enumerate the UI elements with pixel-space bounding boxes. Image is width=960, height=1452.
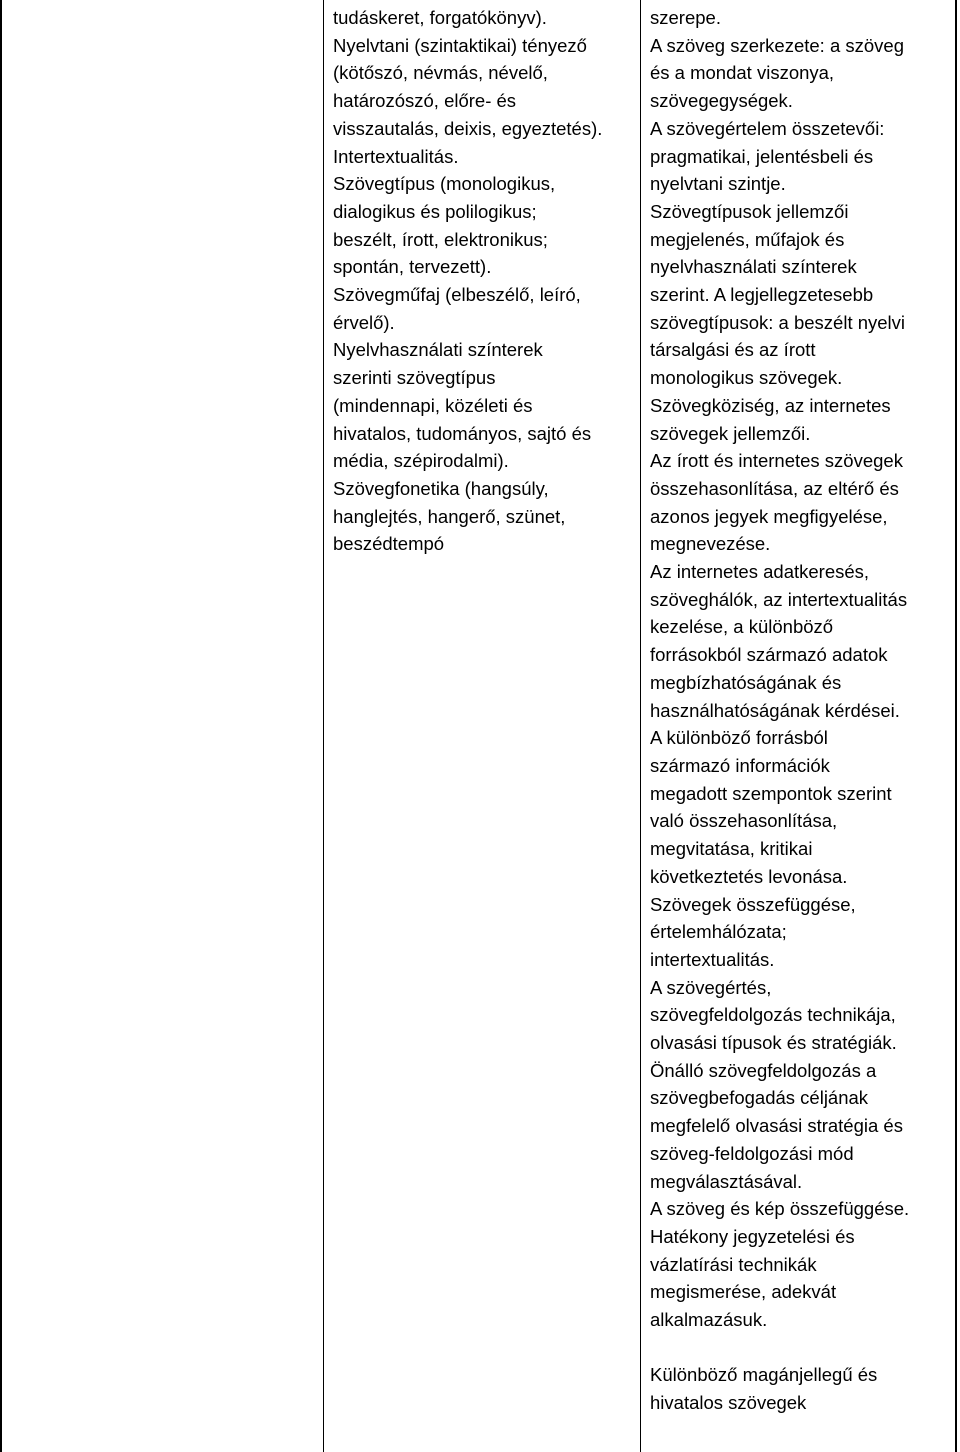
text-line: A szöveg és kép összefüggése. xyxy=(650,1198,910,1220)
text-line: szöveg-feldolgozási mód xyxy=(650,1142,854,1164)
text-line: Szövegtípusok jellemzői xyxy=(650,200,849,222)
middle-column-cell xyxy=(333,4,633,558)
text-line: megadott szempontok szerint xyxy=(650,782,892,804)
text-line: megnevezése. xyxy=(650,533,771,555)
text-line: beszélt, írott, elektronikus; xyxy=(333,228,548,250)
text-line: Szövegtípus (monologikus, xyxy=(333,173,556,195)
text-line: Nyelvhasználati színterek xyxy=(333,339,543,361)
text-line: érvelő). xyxy=(333,311,395,333)
text-line: társalgási és az írott xyxy=(650,339,816,361)
text-line: kezelése, a különböző xyxy=(650,616,834,638)
text-line: azonos jegyek megfigyelése, xyxy=(650,505,888,527)
text-line: Hatékony jegyzetelési és xyxy=(650,1225,855,1247)
text-line: pragmatikai, jelentésbeli és xyxy=(650,145,874,167)
text-line: olvasási típusok és stratégiák. xyxy=(650,1032,897,1054)
text-line: megfelelő olvasási stratégia és xyxy=(650,1115,903,1137)
text-line: tudáskeret, forgatókönyv). xyxy=(333,7,547,28)
text-line: A különböző forrásból xyxy=(650,727,828,749)
text-line: Önálló szövegfeldolgozás a xyxy=(650,1059,877,1081)
text-line: szerint. A legjellegzetesebb xyxy=(650,284,874,306)
text-line: szöveghálók, az intertextualitás xyxy=(650,588,908,610)
text-line: vázlatírási technikák xyxy=(650,1253,817,1275)
text-line: összehasonlítása, az eltérő és xyxy=(650,477,899,499)
text-line: Nyelvtani (szintaktikai) tényező xyxy=(333,34,587,56)
text-line: A szövegértés, xyxy=(650,976,772,998)
text-line: szövegek jellemzői. xyxy=(650,422,811,444)
text-line: Szövegek összefüggése, xyxy=(650,893,856,915)
text-line: monologikus szövegek. xyxy=(650,367,843,389)
text-line: Szövegfonetika (hangsúly, xyxy=(333,477,549,499)
text-line: Intertextualitás. xyxy=(333,145,459,167)
text-line: használhatóságának kérdései. xyxy=(650,699,900,721)
text-line: szövegfeldolgozás technikája, xyxy=(650,1004,896,1026)
text-line: Az írott és internetes szövegek xyxy=(650,450,903,472)
text-line: Szövegköziség, az internetes xyxy=(650,394,891,416)
text-line: megjelenés, műfajok és xyxy=(650,228,845,250)
text-line: következtetés levonása. xyxy=(650,865,848,887)
text-line: intertextualitás. xyxy=(650,948,775,970)
text-line: A szövegértelem összetevői: xyxy=(650,117,885,139)
text-line: nyelvtani szintje. xyxy=(650,173,786,195)
text-line: visszautalás, deixis, egyeztetés). xyxy=(333,117,603,139)
column-divider-left xyxy=(323,0,324,1452)
text-line: média, szépirodalmi). xyxy=(333,450,509,472)
text-line: hanglejtés, hangerő, szünet, xyxy=(333,505,566,527)
text-line: szövegtípusok: a beszélt nyelvi xyxy=(650,311,906,333)
text-line: származó információk xyxy=(650,754,830,776)
text-line: szerinti szövegtípus xyxy=(333,367,496,389)
text-line: szövegegységek. xyxy=(650,90,793,112)
text-line: és a mondat viszonya, xyxy=(650,62,835,84)
column-divider-right xyxy=(640,0,641,1452)
text-line: (kötőszó, névmás, névelő, xyxy=(333,62,548,84)
text-line: megválasztásával. xyxy=(650,1170,803,1192)
text-line: dialogikus és polilogikus; xyxy=(333,200,537,222)
text-line: megismerése, adekvát xyxy=(650,1281,837,1303)
text-line: Különböző magánjellegű és xyxy=(650,1364,878,1386)
text-line: értelemhálózata; xyxy=(650,921,787,943)
text-line: beszédtempó xyxy=(333,533,445,555)
text-line: hivatalos, tudományos, sajtó és xyxy=(333,422,592,444)
text-line: forrásokból származó adatok xyxy=(650,644,888,666)
text-line: hivatalos szövegek xyxy=(650,1392,807,1414)
text-line: szerepe. xyxy=(650,7,721,28)
right-column-cell xyxy=(650,4,950,1417)
text-line: spontán, tervezett). xyxy=(333,256,492,278)
text-line: szövegbefogadás céljának xyxy=(650,1087,869,1109)
text-line: nyelvhasználati színterek xyxy=(650,256,857,278)
text-line: való összehasonlítása, xyxy=(650,810,838,832)
text-line: Az internetes adatkeresés, xyxy=(650,561,870,583)
text-line: megbízhatóságának és xyxy=(650,671,842,693)
text-line xyxy=(650,1334,950,1362)
text-line: (mindennapi, közéleti és xyxy=(333,394,533,416)
text-line: Szövegműfaj (elbeszélő, leíró, xyxy=(333,284,581,306)
text-line: alkalmazásuk. xyxy=(650,1309,768,1331)
text-line: megvitatása, kritikai xyxy=(650,838,813,860)
text-line: határozószó, előre- és xyxy=(333,90,517,112)
text-line: A szöveg szerkezete: a szöveg xyxy=(650,34,904,56)
